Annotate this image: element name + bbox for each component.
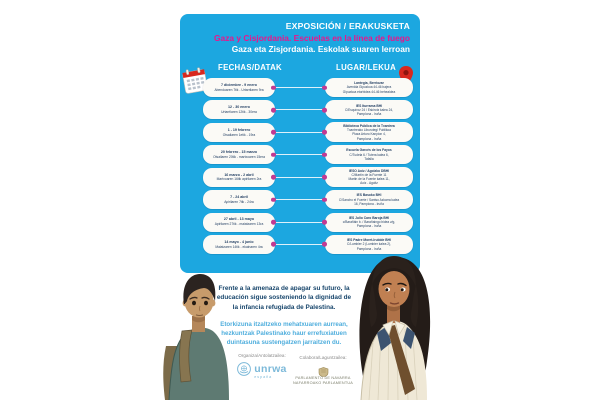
date-es: 14 mayo - 4 junio bbox=[224, 239, 254, 244]
schedule-timeline bbox=[203, 77, 413, 255]
date-es: 7 diciembre - 9 enero bbox=[221, 82, 257, 87]
poster-title-spanish: Gaza y Cisjordania. Escuelas en la línea de fuego bbox=[214, 33, 410, 43]
boy-illustration bbox=[162, 268, 236, 400]
place-detail: Pamplona - Iruña bbox=[356, 224, 382, 229]
timeline-connector bbox=[273, 222, 325, 223]
date-es: 1 - 19 febrero bbox=[227, 127, 251, 132]
place-detail: Gipuzkoa etorbidea 44-46 behealdea bbox=[342, 89, 396, 94]
place-detail: 16, Pamplona - Iruña bbox=[354, 201, 384, 206]
place-detail: Pamplona - Iruña bbox=[356, 112, 382, 117]
date-eu: Maiatzaren 14tik - ekainaren 4ra bbox=[215, 244, 263, 249]
unrwa-wordmark: unrwa bbox=[254, 363, 287, 375]
exposition-kicker: EXPOSICIÓN / ERAKUSKETA bbox=[285, 21, 410, 31]
timeline-connector bbox=[273, 132, 325, 133]
place-name: IES Basoko BHI bbox=[356, 193, 382, 198]
date-pill bbox=[203, 123, 275, 142]
place-pill bbox=[325, 213, 413, 232]
date-pill bbox=[203, 190, 275, 209]
place-detail: Avenida Gipuzkoa 44-46 bajera bbox=[346, 85, 392, 90]
place-pill bbox=[325, 190, 413, 209]
place-detail: Plaza Arturo Kanpion 4, bbox=[352, 132, 386, 137]
date-pill bbox=[203, 78, 275, 97]
poster-title-basque: Gaza eta Zisjordania. Eskolak suaren lerroan bbox=[231, 44, 410, 54]
unrwa-sub-label: españa bbox=[254, 375, 273, 379]
schedule-row bbox=[203, 189, 413, 210]
schedule-row bbox=[203, 212, 413, 233]
timeline-connector bbox=[273, 199, 325, 200]
place-detail: Txantreako Liburutegi Publikoa bbox=[347, 128, 391, 133]
date-eu: Apirilaren 7tik - 24ra bbox=[224, 199, 254, 204]
schedule-row bbox=[203, 167, 413, 188]
collaborator-block bbox=[288, 355, 358, 386]
place-pill bbox=[325, 122, 413, 142]
schedule-row bbox=[203, 77, 413, 98]
date-eu: Urtarrilaren 12tik - 30era bbox=[221, 110, 257, 115]
date-eu: Abenduaren 7tik - Urtarrilaren 9ra bbox=[214, 87, 264, 92]
schedule-row bbox=[203, 144, 413, 165]
place-name: Escuela Garcés de los Fayos bbox=[346, 148, 392, 153]
place-name: Biblioteca Pública de la Txantrea bbox=[343, 123, 395, 128]
parliament-emblem-icon bbox=[318, 364, 329, 374]
place-name: IES Iturrama BHI bbox=[355, 103, 383, 108]
place-name: IESO Aoiz / Agoizko DBHI bbox=[348, 168, 390, 173]
place-detail: Aoiz - Agoitz bbox=[360, 181, 378, 186]
date-eu: Martxoaren 16tik apirilaren 2ra bbox=[216, 177, 262, 182]
place-detail: C/Sancho el Fuerte / Santso Azkarra kalea bbox=[338, 197, 400, 202]
timeline-connector bbox=[273, 154, 325, 155]
date-pill bbox=[203, 168, 275, 187]
place-detail: c/Barañáin b. / Barañaingo bidea z/g, bbox=[342, 220, 396, 225]
date-pill bbox=[203, 213, 275, 232]
date-es: 20 febrero - 15 marzo bbox=[220, 150, 258, 155]
place-column-header: LUGAR/LEKUA bbox=[336, 63, 397, 72]
place-pill bbox=[325, 78, 413, 97]
organizer-block bbox=[228, 353, 296, 381]
place-pill bbox=[325, 145, 413, 164]
timeline-connector bbox=[273, 244, 325, 245]
parliament-name-eu: NAFARROAKO PARLAMENTUA bbox=[292, 381, 354, 386]
date-eu: Otsailaren 1etik - 19ra bbox=[222, 132, 256, 137]
schedule-row bbox=[203, 99, 413, 120]
place-detail: Tafalla bbox=[364, 156, 374, 161]
timeline-connector bbox=[273, 109, 325, 110]
place-pill bbox=[325, 100, 413, 119]
date-pill bbox=[203, 235, 275, 254]
date-es: 7 - 24 abril bbox=[230, 195, 248, 200]
place-detail: C/Tudela 6 / Tutera kalea 6, bbox=[349, 152, 389, 157]
collaborator-label: Colabora/Laguntzailea: bbox=[299, 355, 347, 360]
parliament-name-es: PARLAMENTO DE NAVARRA bbox=[295, 376, 351, 380]
message-basque: Etorkizuna itzaltzeko mehatxuaren aurrean, hezkuntzak Palestinako haur errefuxiatuen duintasuna sustengatzen jarraitzen du. bbox=[220, 320, 348, 346]
place-detail: C/Lumbier 2 (Lumbier kalea 2), bbox=[347, 242, 391, 247]
place-detail: Pamplona - Iruña bbox=[356, 246, 382, 251]
place-name: IES Padre Moret-Irubide BHI bbox=[347, 238, 391, 243]
girl-illustration bbox=[345, 247, 441, 400]
un-emblem-icon bbox=[237, 362, 251, 381]
dates-column-header: FECHAS/DATAK bbox=[218, 63, 282, 72]
poster-panel bbox=[180, 14, 420, 273]
date-pill bbox=[203, 145, 275, 164]
place-detail: C/Esquíroz 24 / Eskirotz kalea 24, bbox=[344, 107, 393, 112]
date-es: 16 marzo - 2 abril bbox=[224, 172, 254, 177]
date-es: 27 abril - 13 mayo bbox=[223, 217, 255, 222]
place-detail: C/Martín de la Fuente 11 bbox=[351, 173, 387, 178]
message-block bbox=[216, 284, 352, 348]
place-name: Lantegia, Berriozar bbox=[354, 81, 384, 86]
date-eu: Apirilaren 27tik - maiatzaren 13ra bbox=[214, 222, 264, 227]
message-spanish: Frente a la amenaza de apagar su futuro, la educación sigue sosteniendo la dignidad de la infancia refugiada de Palestina. bbox=[216, 285, 352, 311]
unrwa-logo bbox=[228, 362, 296, 381]
timeline-connector bbox=[273, 177, 325, 178]
place-detail: Martin de la Fuente kalea 11, bbox=[348, 177, 390, 182]
date-pill bbox=[203, 100, 275, 119]
date-es: 12 - 30 enero bbox=[228, 105, 250, 110]
place-name: IES Julio Caro Baroja BHI bbox=[348, 215, 390, 220]
timeline-connector bbox=[273, 87, 325, 88]
place-pill bbox=[325, 167, 413, 187]
organizer-label: Organiza/Antolatzailea: bbox=[238, 353, 286, 358]
schedule-row bbox=[203, 122, 413, 143]
place-detail: Pamplona - Iruña bbox=[356, 136, 382, 141]
date-eu: Otsailaren 20tik - martxoaren 15era bbox=[213, 155, 265, 160]
